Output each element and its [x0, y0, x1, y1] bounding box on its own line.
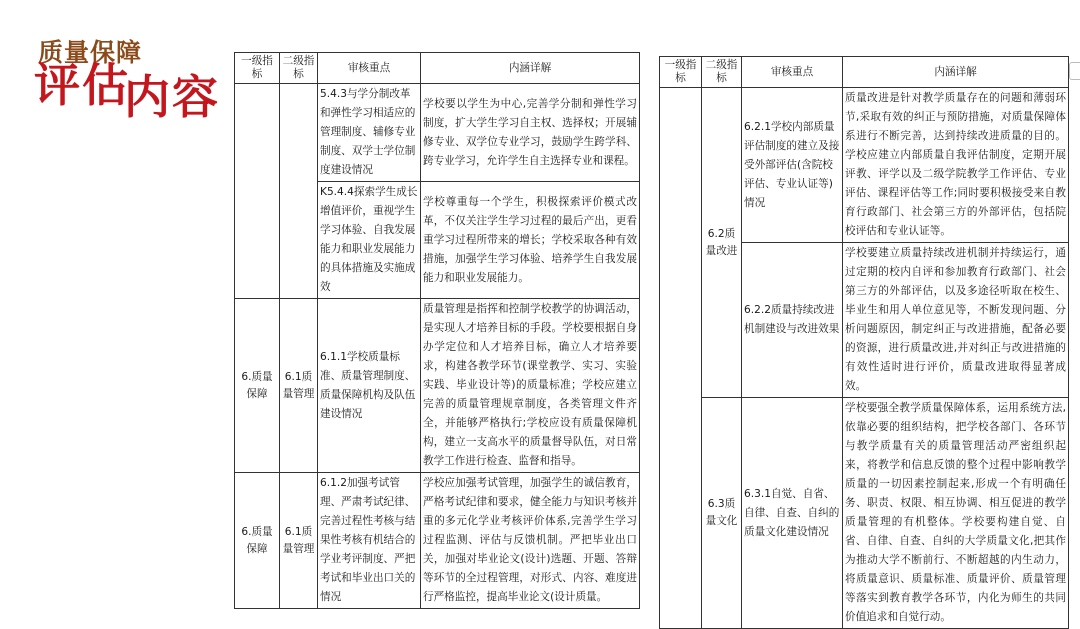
cell-details: 质量改进是针对教学质量存在的问题和薄弱环节,采取有效的纠正与预防措施，对质量保障体系进行不断完善，达到持续改进质量的目的。学校应建立内部质量自我评估制度，定期开展评教、评学以及二级学院教学工作评估、专业评估、课程评估等工作;同时要积极接受来自教育行政部门、社会第三方的外部评估，包括院校评估和专业认证等。 — [843, 88, 1069, 243]
header-details: 内涵详解 — [843, 57, 1069, 88]
header-level1: 一级指标 — [660, 57, 702, 88]
document-page-left — [234, 52, 640, 603]
table-row — [235, 84, 640, 182]
criteria-table-right — [659, 56, 1069, 629]
cell-level1-empty — [235, 84, 280, 299]
cell-details: 学校尊重每一个学生，积极探索评价模式改革，不仅关注学生学习过程的最后产出，更看重学习过程所带来的增长；学校采取各种有效措施，加强学生学习体验、培养学生自我发展能力和职业发展能力。 — [421, 182, 640, 299]
cell-level2: 6.1质量管理 — [280, 299, 318, 473]
header-focus: 审核重点 — [742, 57, 843, 88]
cell-level2-empty — [280, 84, 318, 299]
cell-details: 学校要以学生为中心,完善学分制和弹性学习制度，扩大学生学习自主权、选择权；开展辅修专业、双学位专业学习，鼓励学生跨学科、跨专业学习，允许学生自主选择专业和课程。 — [421, 84, 640, 182]
page-title — [34, 58, 226, 124]
cell-focus: 6.2.1学校内部质量评估制度的建立及接受外部评估(含院校评估、专业认证等)情况 — [742, 88, 843, 243]
page-title-part2: 内容 — [124, 70, 220, 124]
header-details: 内涵详解 — [421, 53, 640, 84]
cell-focus: 6.2.2质量持续改进机制建设与改进效果 — [742, 243, 843, 398]
cell-focus: 6.1.1学校质量标准、质量管理制度、质量保障机构及队伍建设情况 — [318, 299, 421, 473]
table-row — [660, 88, 1069, 243]
table-row — [235, 299, 640, 473]
page-title-part1: 评估 — [34, 58, 130, 112]
cell-level2: 6.2质量改进 — [702, 88, 742, 398]
cell-focus: 6.1.2加强考试管理、严肃考试纪律、完善过程性考核与结果性考核有机结合的学业考评制度、严把考试和毕业出口关的情况 — [318, 473, 421, 609]
table-header-row — [235, 53, 640, 84]
cell-level1-empty — [660, 88, 702, 629]
cell-details: 学校要建立质量持续改进机制并持续运行，通过定期的校内自评和参加教育行政部门、社会第三方的外部评估，以及多途径听取在校生、毕业生和用人单位意见等，不断发现问题、分析问题原因，制定纠正与改进措施，配备必要的资源，进行质量改进,并对纠正与改进措施的有效性适时进行评价，质量改进取得显著成效。 — [843, 243, 1069, 398]
table-header-row — [660, 57, 1069, 88]
cell-focus: K5.4.4探索学生成长增值评价，重视学生学习体验、自我发展能力和职业发展能力的具体措施及实施成效 — [318, 182, 421, 299]
title-subtitle: 质量保障 — [38, 38, 143, 67]
cell-details: 学校要强全教学质量保障体系，运用系统方法,依靠必要的组织结构，把学校各部门、各环节与教学质量有关的质量管理活动严密组织起来，将教学和信息反馈的整个过程中影响教学质量的一切因素控制起来,形成一个有明确任务、职责、权限、相互协调、相互促进的教学质量管理的有机整体。学校要构建自觉、自省、自律、自查、自纠的大学质量文化,把其作为推动大学不断前行、不断超越的内生动力，将质量意识、质量标准、质量评价、质量管理等落实到教育教学各环节，内化为师生的共同价值追求和自觉行动。 — [843, 398, 1069, 629]
cell-level1: 6.质量保障 — [235, 299, 280, 473]
cell-details: 学校应加强考试管理，加强学生的诚信教育，严格考试纪律和要求，健全能力与知识考核并重的多元化学业考核评价体系,完善学生学习过程监测、评估与反馈机制。严把毕业出口关，加强对毕业论文(设计)选题、开题、答辩等环节的全过程管理，对形式、内容、难度进行严格监控，提高毕业论文(设计质量。 — [421, 473, 640, 609]
cell-focus: 5.4.3与学分制改革和弹性学习相适应的管理制度、辅修专业制度、双学士学位制度建设情况 — [318, 84, 421, 182]
header-focus: 审核重点 — [318, 53, 421, 84]
header-level1: 一级指标 — [235, 53, 280, 84]
cell-level2: 6.3质量文化 — [702, 398, 742, 629]
cell-focus: 6.3.1自觉、自省、自律、自查、自纠的质量文化建设情况 — [742, 398, 843, 629]
cell-details: 质量管理是指挥和控制学校教学的协调活动，是实现人才培养目标的手段。学校要根据自身办学定位和人才培养目标，确立人才培养要求，构建各教学环节(课堂教学、实习、实验实践、毕业设计等)的质量标准；学校应建立完善的质量管理规章制度，各类管理文件齐全，并能够严格执行;学校应设有质量保障机构，建立一支高水平的质量督导队伍，对日常教学工作进行检查、监督和指导。 — [421, 299, 640, 473]
table-row — [660, 398, 1069, 629]
cell-level1: 6.质量保障 — [235, 473, 280, 609]
cell-level2: 6.1质量管理 — [280, 473, 318, 609]
header-level2: 二级指标 — [280, 53, 318, 84]
edge-tab-decoration — [1069, 62, 1080, 80]
table-row — [235, 473, 640, 609]
criteria-table-left — [234, 52, 640, 609]
header-level2: 二级指标 — [702, 57, 742, 88]
document-page-right — [659, 56, 1069, 623]
